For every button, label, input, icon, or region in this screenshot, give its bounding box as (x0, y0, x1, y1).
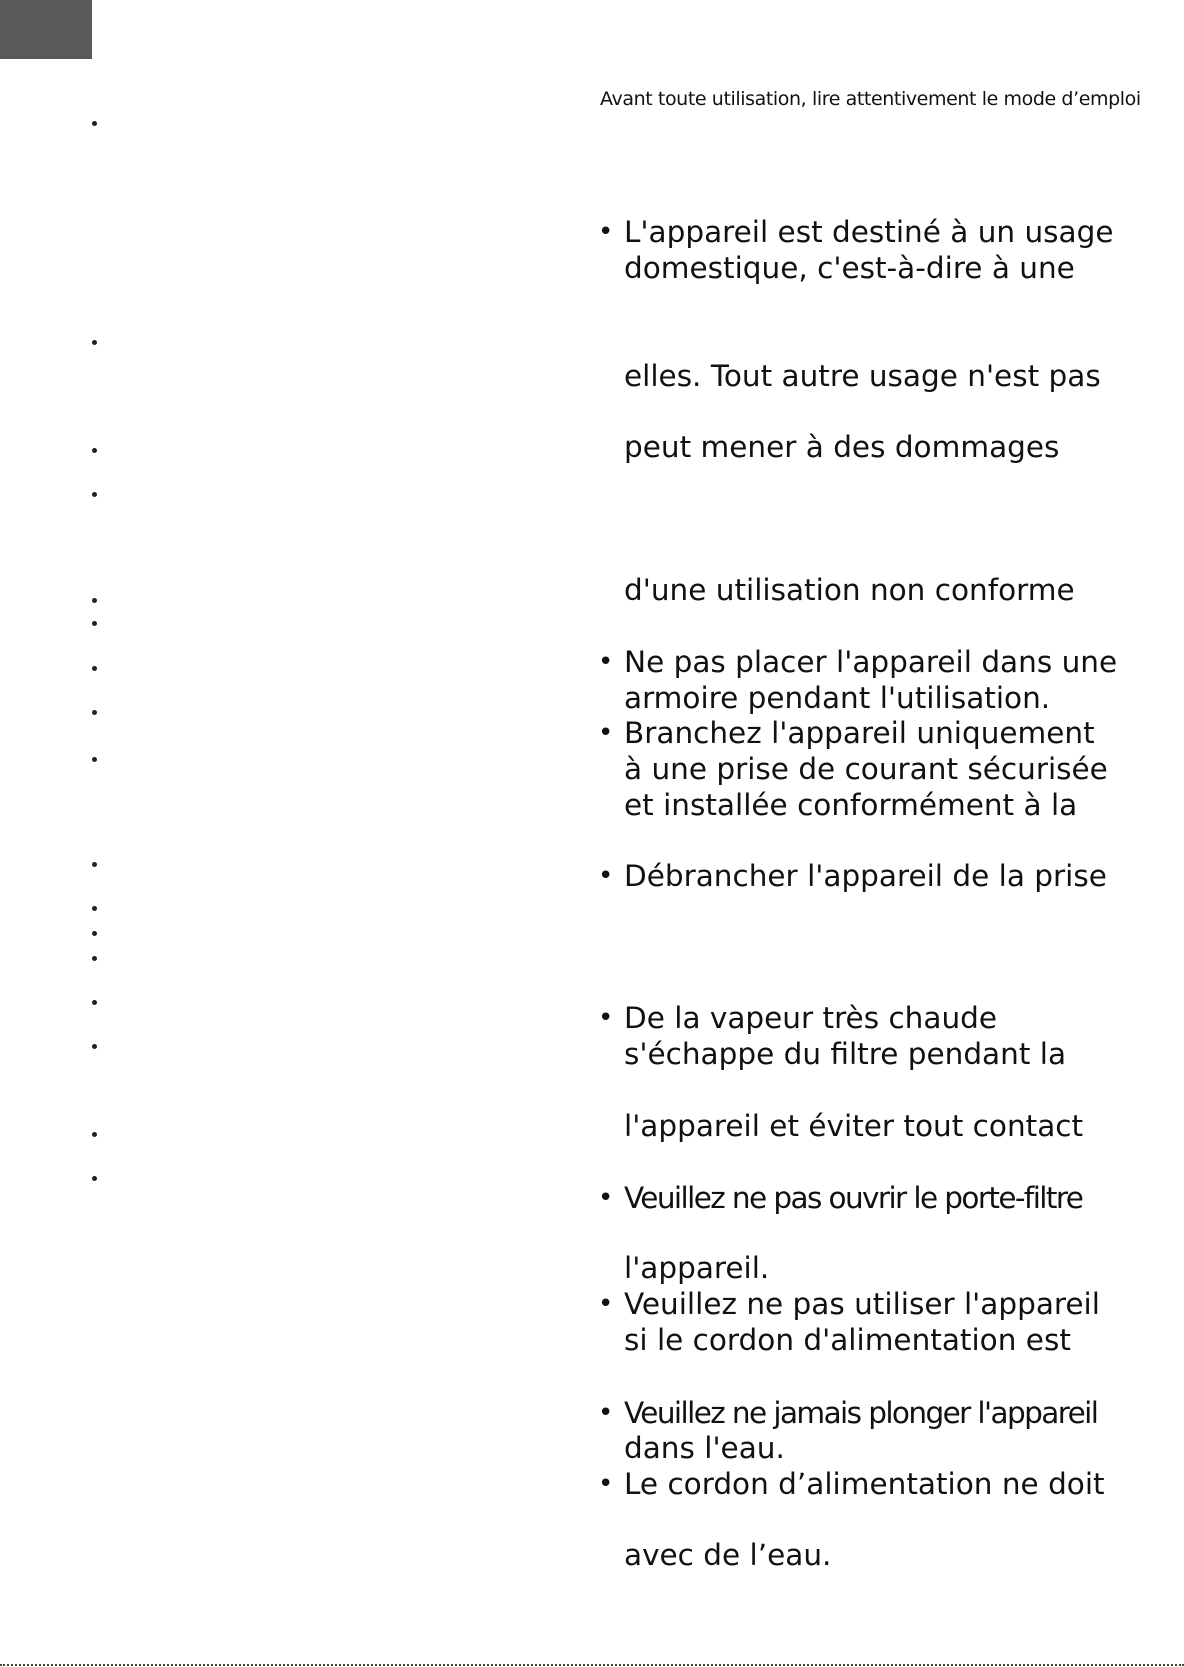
left-bullet-marker (92, 906, 97, 911)
instruction-line: dans l'eau. (624, 1431, 785, 1465)
left-bullet-marker (92, 666, 97, 671)
instruction-line: à une prise de courant sécurisée (624, 752, 1108, 786)
bullet-marker: • (598, 861, 614, 891)
left-bullet-marker (92, 621, 97, 626)
left-bullet-marker (92, 710, 97, 715)
left-bullet-marker (92, 1044, 97, 1049)
instruction-line: Ne pas placer l'appareil dans une (624, 645, 1118, 679)
left-bullet-marker (92, 340, 97, 345)
instruction-line: domestique, c'est-à-dire à une (624, 251, 1075, 285)
instruction-line: Le cordon d’alimentation ne doit (624, 1467, 1105, 1501)
instruction-line: peut mener à des dommages (624, 430, 1060, 464)
bullet-marker: • (598, 217, 614, 247)
left-bullet-marker (92, 598, 97, 603)
bullet-marker: • (598, 647, 614, 677)
instruction-line: elles. Tout autre usage n'est pas (624, 359, 1101, 393)
instruction-line: avec de l’eau. (624, 1538, 832, 1572)
bullet-marker: • (598, 1183, 614, 1213)
left-bullet-marker (92, 121, 97, 126)
instruction-line: Branchez l'appareil uniquement (624, 716, 1095, 750)
instruction-line: De la vapeur très chaude (624, 1001, 998, 1035)
instruction-line: d'une utilisation non conforme (624, 573, 1075, 607)
left-bullet-marker (92, 757, 97, 762)
left-bullet-marker (92, 931, 97, 936)
bullet-marker: • (598, 1003, 614, 1033)
left-bullet-marker (92, 492, 97, 497)
instruction-line: Débrancher l'appareil de la prise (624, 859, 1107, 893)
instruction-line: et installée conformément à la (624, 788, 1078, 822)
instruction-line: Veuillez ne pas utiliser l'appareil (624, 1287, 1100, 1321)
instruction-line: si le cordon d'alimentation est (624, 1323, 1071, 1357)
bullet-marker: • (598, 1469, 614, 1499)
instruction-line: armoire pendant l'utilisation. (624, 681, 1051, 715)
page-corner-tab (0, 0, 92, 59)
left-bullet-marker (92, 448, 97, 453)
instruction-line: L'appareil est destiné à un usage (624, 215, 1114, 249)
header-note: Avant toute utilisation, lire attentivement le mode d’emploi (600, 88, 1141, 110)
bullet-marker: • (598, 1398, 614, 1428)
bullet-marker: • (598, 718, 614, 748)
instruction-line: Veuillez ne jamais plonger l'appareil (624, 1396, 1098, 1430)
instruction-line: l'appareil et éviter tout contact (624, 1109, 1084, 1143)
left-bullet-marker (92, 1176, 97, 1181)
left-bullet-marker (92, 862, 97, 867)
left-bullet-marker (92, 1000, 97, 1005)
instruction-line: s'échappe du filtre pendant la (624, 1037, 1067, 1071)
instruction-line: Veuillez ne pas ouvrir le porte-filtre (624, 1181, 1083, 1215)
left-bullet-marker (92, 956, 97, 961)
bottom-dotted-rule (0, 1664, 1184, 1666)
left-bullet-marker (92, 1132, 97, 1137)
bullet-marker: • (598, 1289, 614, 1319)
instruction-line: l'appareil. (624, 1251, 770, 1285)
